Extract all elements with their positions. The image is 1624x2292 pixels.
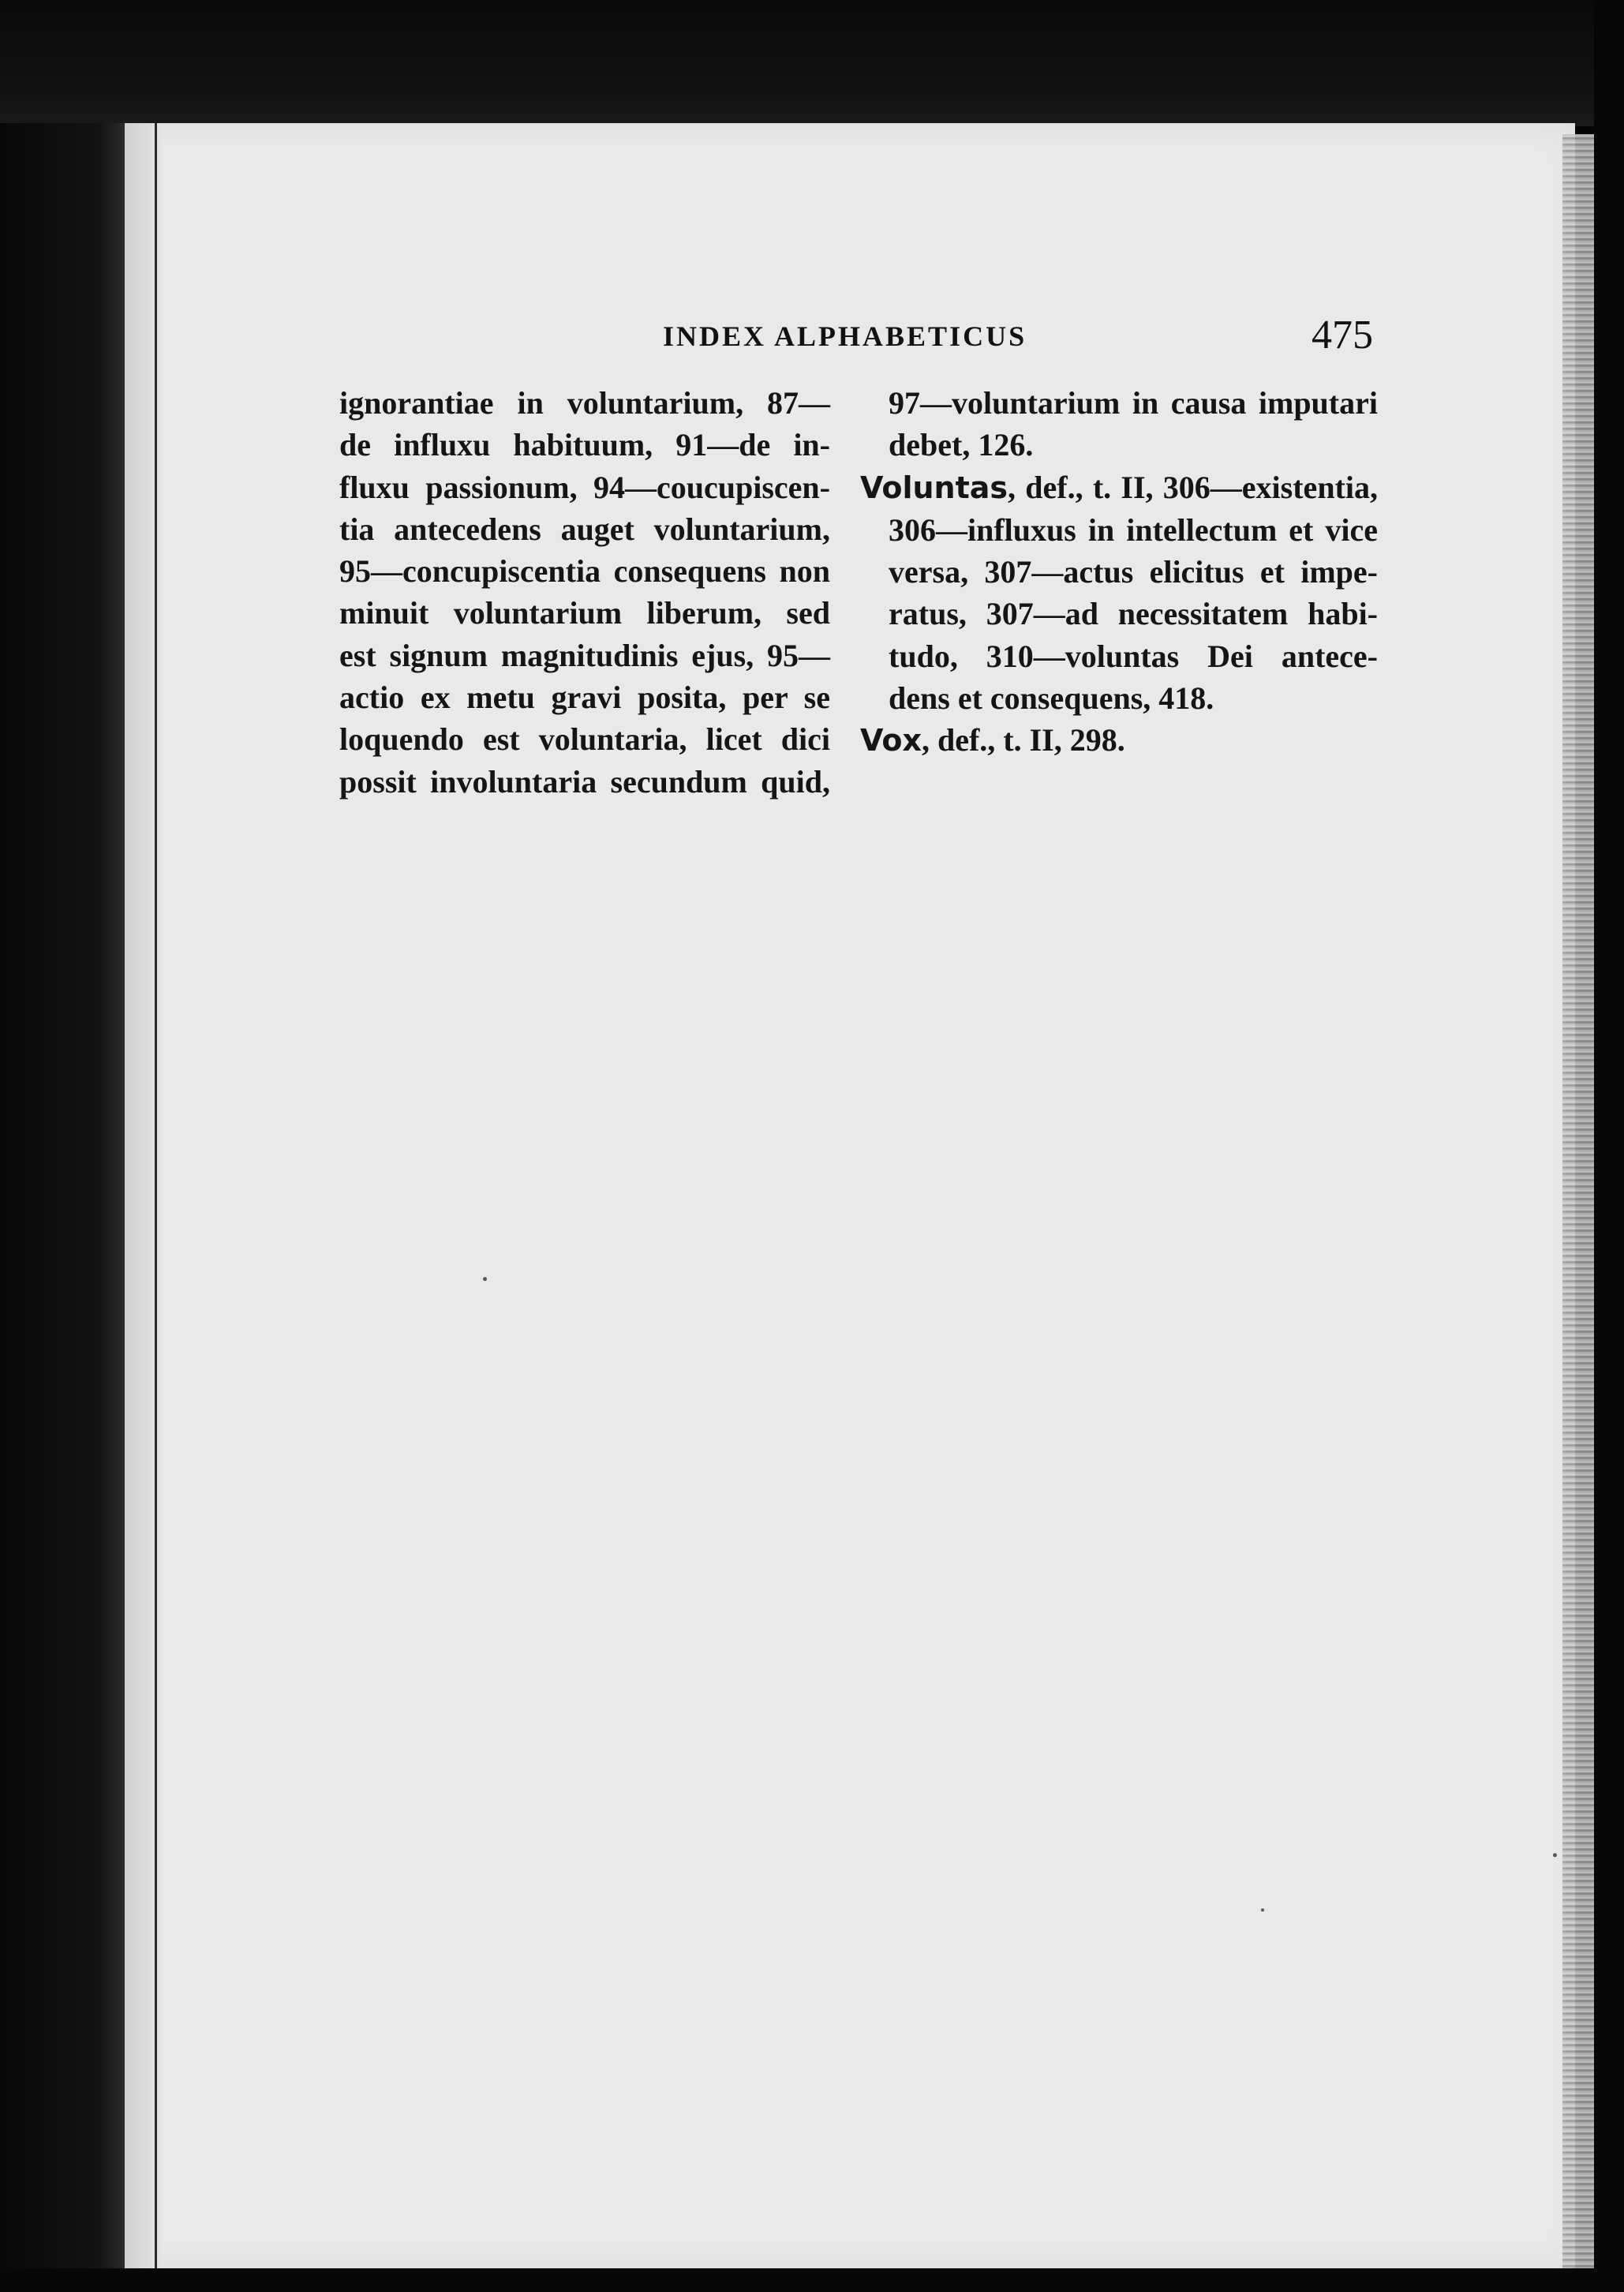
text-line: 97—voluntarium in causa imputari — [889, 385, 1378, 421]
page-number: 475 — [1312, 313, 1373, 358]
facing-page-edge — [0, 123, 125, 2268]
dust-speck — [1261, 1908, 1264, 1912]
text-line: est signum magnitudinis ejus, 95— — [339, 637, 830, 673]
scan-top-border — [0, 0, 1624, 126]
text-line: versa, 307—actus elicitus et impe- — [889, 554, 1378, 590]
text-line: 306—influxus in intellectum et vice — [889, 511, 1378, 548]
right-column — [860, 382, 1378, 762]
running-title: INDEX ALPHABETICUS — [663, 320, 1027, 352]
text-line: actio ex metu gravi posita, per se — [339, 680, 830, 716]
text-line: debet, 126. — [889, 427, 1034, 463]
text-line: fluxu passionum, 94—coucupiscen- — [339, 469, 830, 505]
text-line: ratus, 307—ad necessitatem habi- — [889, 596, 1378, 632]
text-line: dens et consequens, 418. — [889, 680, 1214, 717]
dust-speck — [483, 1277, 487, 1281]
text-line: de influxu habituum, 91—de in- — [339, 427, 830, 463]
left-column — [339, 382, 830, 803]
entry-text: , def., t. II, 298. — [921, 722, 1125, 758]
text-line: loquendo est voluntaria, licet dici — [339, 721, 830, 758]
index-entry-voluntas — [860, 466, 1378, 509]
index-entry-vox — [860, 719, 1378, 762]
headword: Voluntas — [860, 470, 1008, 505]
scan-right-border — [1594, 0, 1624, 2292]
text-line: possit involuntaria secundum quid, — [339, 763, 830, 800]
scan-bottom-border — [0, 2268, 1624, 2292]
headword: Vox — [860, 723, 922, 758]
binding-line — [155, 123, 157, 2268]
text-line: ignorantiae in voluntarium, 87— — [339, 385, 830, 421]
text-line: tia antecedens auget voluntarium, — [339, 511, 830, 547]
text-line: minuit voluntarium liberum, sed — [339, 595, 830, 631]
text-line: tudo, 310—voluntas Dei antece- — [889, 638, 1378, 674]
text-line: 95—concupiscentia consequens non — [339, 553, 830, 590]
entry-text: , def., t. II, 306—existentia, — [1008, 469, 1378, 505]
dust-speck — [1553, 1853, 1557, 1857]
page-edges-stack — [1562, 134, 1594, 2292]
